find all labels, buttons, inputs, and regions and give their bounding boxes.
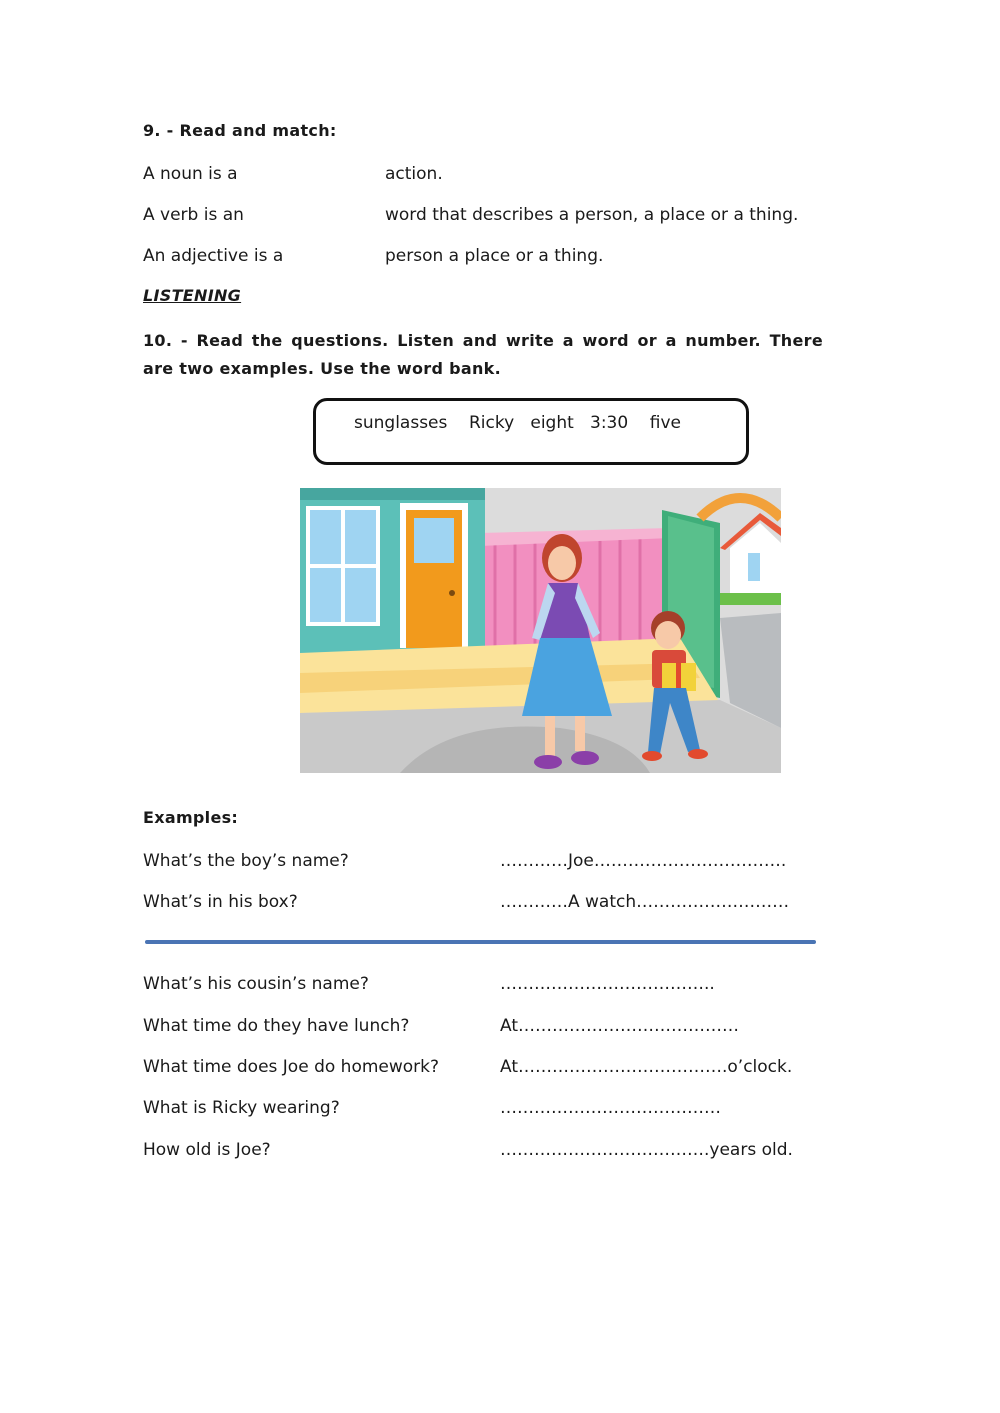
street-illustration xyxy=(300,488,781,773)
question-2: What time do they have lunch? xyxy=(143,1016,410,1036)
exercise-9-title: 9. - Read and match: xyxy=(143,121,337,140)
word-bank-box xyxy=(313,398,749,465)
example-answer-1: …………Joe……………………………. xyxy=(500,851,787,871)
match-right-3: person a place or a thing. xyxy=(385,246,604,266)
answer-blank-1[interactable]: ……………………………….. xyxy=(500,974,715,994)
word-bank-words: sunglasses Ricky eight 3:30 five xyxy=(354,413,682,433)
answer-blank-3[interactable]: At……………………………….o’clock. xyxy=(500,1057,793,1077)
question-5: How old is Joe? xyxy=(143,1140,271,1160)
examples-heading: Examples: xyxy=(143,808,239,827)
question-3: What time does Joe do homework? xyxy=(143,1057,440,1077)
match-right-1: action. xyxy=(385,164,443,184)
question-4: What is Ricky wearing? xyxy=(143,1098,340,1118)
example-question-2: What’s in his box? xyxy=(143,892,298,912)
example-answer-2: …………A watch……………………… xyxy=(500,892,790,912)
question-1: What’s his cousin’s name? xyxy=(143,974,369,994)
match-left-3: An adjective is a xyxy=(143,246,284,266)
answer-blank-2[interactable]: At………………………………… xyxy=(500,1016,739,1036)
match-left-1: A noun is a xyxy=(143,164,238,184)
answer-blank-5[interactable]: ……………………………….years old. xyxy=(500,1140,793,1160)
match-right-2: word that describes a person, a place or a thing. xyxy=(385,205,799,225)
section-divider xyxy=(145,940,816,944)
answer-blank-4[interactable]: ………………………………… xyxy=(500,1098,721,1118)
example-question-1: What’s the boy’s name? xyxy=(143,851,349,871)
match-left-2: A verb is an xyxy=(143,205,244,225)
exercise-10-instructions: 10. - Read the questions. Listen and write a word or a number. There are two examples. Use the word bank. xyxy=(143,331,823,378)
listening-heading: LISTENING xyxy=(143,286,242,305)
